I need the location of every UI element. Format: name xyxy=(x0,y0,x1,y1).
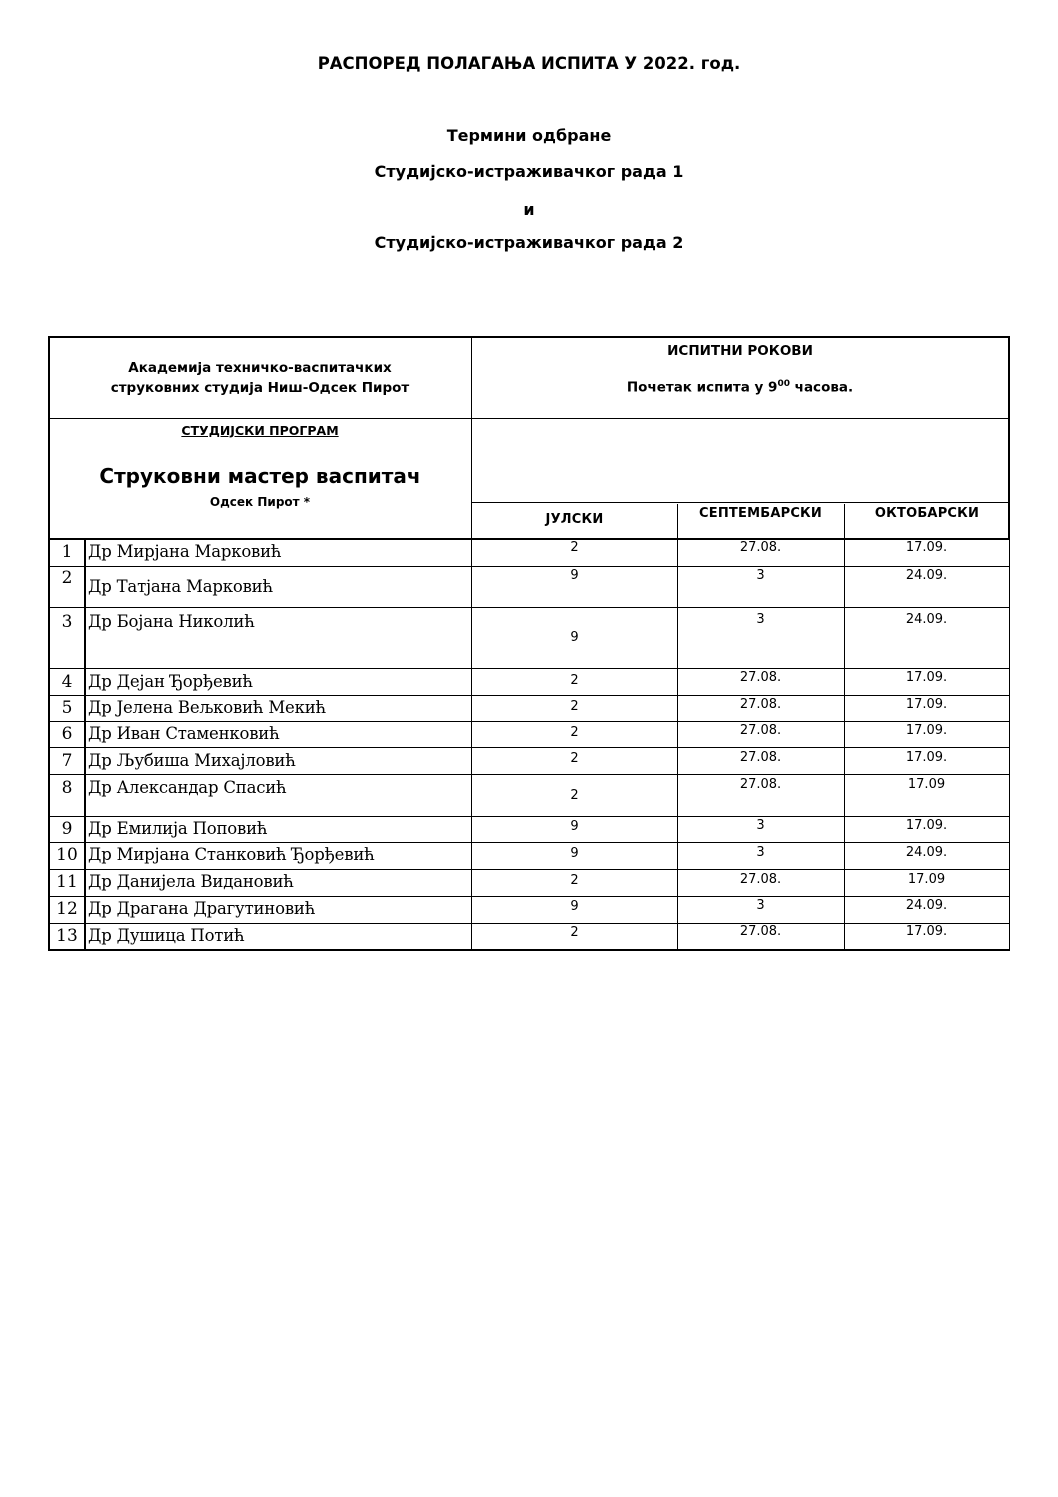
period-col-divider-2 xyxy=(844,504,845,538)
row-number: 10 xyxy=(56,845,78,865)
row-name: Др Љубиша Михајловић xyxy=(88,751,296,770)
row-jul-value: 9 xyxy=(570,819,579,834)
column-header-jul: ЈУЛСКИ xyxy=(545,512,604,527)
row-line xyxy=(48,747,1010,748)
exam-schedule-table xyxy=(48,336,1010,950)
row-line xyxy=(48,774,1010,775)
row-okt-value: 17.09 xyxy=(907,777,946,792)
row-number: 12 xyxy=(56,899,78,919)
row-jul-value: 2 xyxy=(570,751,579,766)
institution-line-1: Академија техничко-васпитачких xyxy=(128,360,392,376)
table-border-right xyxy=(1008,336,1010,538)
sep-column-line xyxy=(844,538,845,951)
row-okt-value: 24.09. xyxy=(905,898,948,913)
row-name: Др Душица Потић xyxy=(88,926,245,945)
row-jul-value: 2 xyxy=(570,725,579,740)
row-sep-value: 3 xyxy=(756,818,765,833)
row-sep-value: 3 xyxy=(756,898,765,913)
row-okt-value: 24.09. xyxy=(905,568,948,583)
column-header-sep: СЕПТЕМБАРСКИ xyxy=(699,506,822,521)
document-title: РАСПОРЕД ПОЛАГАЊА ИСПИТА У 2022. год. xyxy=(317,54,741,73)
subtitle-line-3: и xyxy=(523,200,535,219)
row-sep-value: 27.08. xyxy=(739,872,782,887)
row-jul-value: 2 xyxy=(570,925,579,940)
exam-start-sup: 00 xyxy=(777,379,790,389)
header-row-line xyxy=(48,418,1010,419)
header-divider xyxy=(471,336,472,538)
row-name: Др Мирјана Станковић Ђорђевић xyxy=(88,845,375,864)
period-col-divider-1 xyxy=(677,504,678,538)
name-column-line xyxy=(471,538,472,951)
row-name: Др Мирјана Марковић xyxy=(88,542,282,561)
number-column-line xyxy=(84,538,86,951)
row-okt-value: 17.09 xyxy=(907,872,946,887)
row-sep-value: 27.08. xyxy=(739,723,782,738)
row-okt-value: 17.09. xyxy=(905,818,948,833)
row-jul-value: 2 xyxy=(570,540,579,555)
row-sep-value: 27.08. xyxy=(739,697,782,712)
program-name: Струковни мастер васпитач xyxy=(99,464,421,488)
row-number: 7 xyxy=(61,751,73,771)
row-number: 4 xyxy=(61,672,73,692)
institution-name xyxy=(48,358,472,398)
row-sep-value: 3 xyxy=(756,612,765,627)
row-okt-value: 24.09. xyxy=(905,612,948,627)
exam-periods-title: ИСПИТНИ РОКОВИ xyxy=(667,343,813,359)
row-okt-value: 17.09. xyxy=(905,924,948,939)
row-sep-value: 3 xyxy=(756,568,765,583)
row-line xyxy=(48,566,1010,567)
row-number: 6 xyxy=(61,724,73,744)
row-jul-value: 2 xyxy=(570,673,579,688)
row-number: 8 xyxy=(61,778,73,798)
row-okt-value: 17.09. xyxy=(905,540,948,555)
body-border-left xyxy=(48,538,50,951)
row-jul-value: 2 xyxy=(570,699,579,714)
row-jul-value: 9 xyxy=(570,630,579,645)
exam-start-suffix: часова. xyxy=(789,379,854,396)
row-okt-value: 17.09. xyxy=(905,750,948,765)
row-okt-value: 17.09. xyxy=(905,697,948,712)
row-sep-value: 27.08. xyxy=(739,750,782,765)
table-border-left xyxy=(48,336,50,538)
row-jul-value: 2 xyxy=(570,873,579,888)
row-name: Др Иван Стаменковић xyxy=(88,724,280,743)
row-number: 13 xyxy=(56,926,78,946)
row-line xyxy=(48,668,1010,669)
row-name: Др Татјана Марковић xyxy=(88,577,273,596)
row-sep-value: 3 xyxy=(756,845,765,860)
row-okt-value: 24.09. xyxy=(905,845,948,860)
row-name: Др Александар Спасић xyxy=(88,778,287,797)
row-line xyxy=(48,842,1010,843)
row-line xyxy=(48,607,1010,608)
row-jul-value: 9 xyxy=(570,899,579,914)
body-border-right xyxy=(1009,538,1010,951)
table-border-top xyxy=(48,336,1010,338)
row-sep-value: 27.08. xyxy=(739,777,782,792)
institution-line-2: струковних студија Ниш-Одсек Пирот xyxy=(110,380,410,396)
subtitle-line-2: Студијско-истраживачког рада 1 xyxy=(374,162,684,181)
row-name: Др Јелена Вељковић Мекић xyxy=(88,698,326,717)
row-number: 2 xyxy=(61,568,73,588)
row-line xyxy=(48,816,1010,817)
row-sep-value: 27.08. xyxy=(739,924,782,939)
row-line xyxy=(48,949,1010,951)
row-line xyxy=(48,721,1010,722)
row-okt-value: 17.09. xyxy=(905,723,948,738)
row-line xyxy=(48,869,1010,870)
row-name: Др Емилија Поповић xyxy=(88,819,268,838)
row-sep-value: 27.08. xyxy=(739,540,782,555)
row-jul-value: 9 xyxy=(570,568,579,583)
subtitle-line-4: Студијско-истраживачког рада 2 xyxy=(374,233,684,252)
department: Одсек Пирот * xyxy=(209,495,311,509)
row-number: 5 xyxy=(61,698,73,718)
row-name: Др Бојана Николић xyxy=(88,612,255,631)
row-name: Др Дејан Ђорђевић xyxy=(88,672,253,691)
subtitle-line-1: Термини одбране xyxy=(446,126,612,145)
row-jul-value: 9 xyxy=(570,846,579,861)
row-name: Др Данијела Видановић xyxy=(88,872,294,891)
row-number: 11 xyxy=(56,872,78,892)
row-line xyxy=(48,538,1010,540)
jul-column-line xyxy=(677,538,678,951)
program-label: СТУДИЈСКИ ПРОГРАМ xyxy=(181,423,339,438)
row-name: Др Драгана Драгутиновић xyxy=(88,899,316,918)
row-sep-value: 27.08. xyxy=(739,670,782,685)
row-number: 3 xyxy=(61,612,73,632)
period-header-line xyxy=(472,502,1010,503)
column-header-okt: ОКТОБАРСКИ xyxy=(874,506,980,521)
row-line xyxy=(48,695,1010,696)
exam-start-note xyxy=(472,374,1008,398)
row-line xyxy=(48,896,1010,897)
row-okt-value: 17.09. xyxy=(905,670,948,685)
row-jul-value: 2 xyxy=(570,788,579,803)
row-number: 9 xyxy=(61,819,73,839)
exam-start-text: Почетак испита у 9 xyxy=(626,379,778,396)
row-line xyxy=(48,923,1010,924)
row-number: 1 xyxy=(61,542,73,562)
